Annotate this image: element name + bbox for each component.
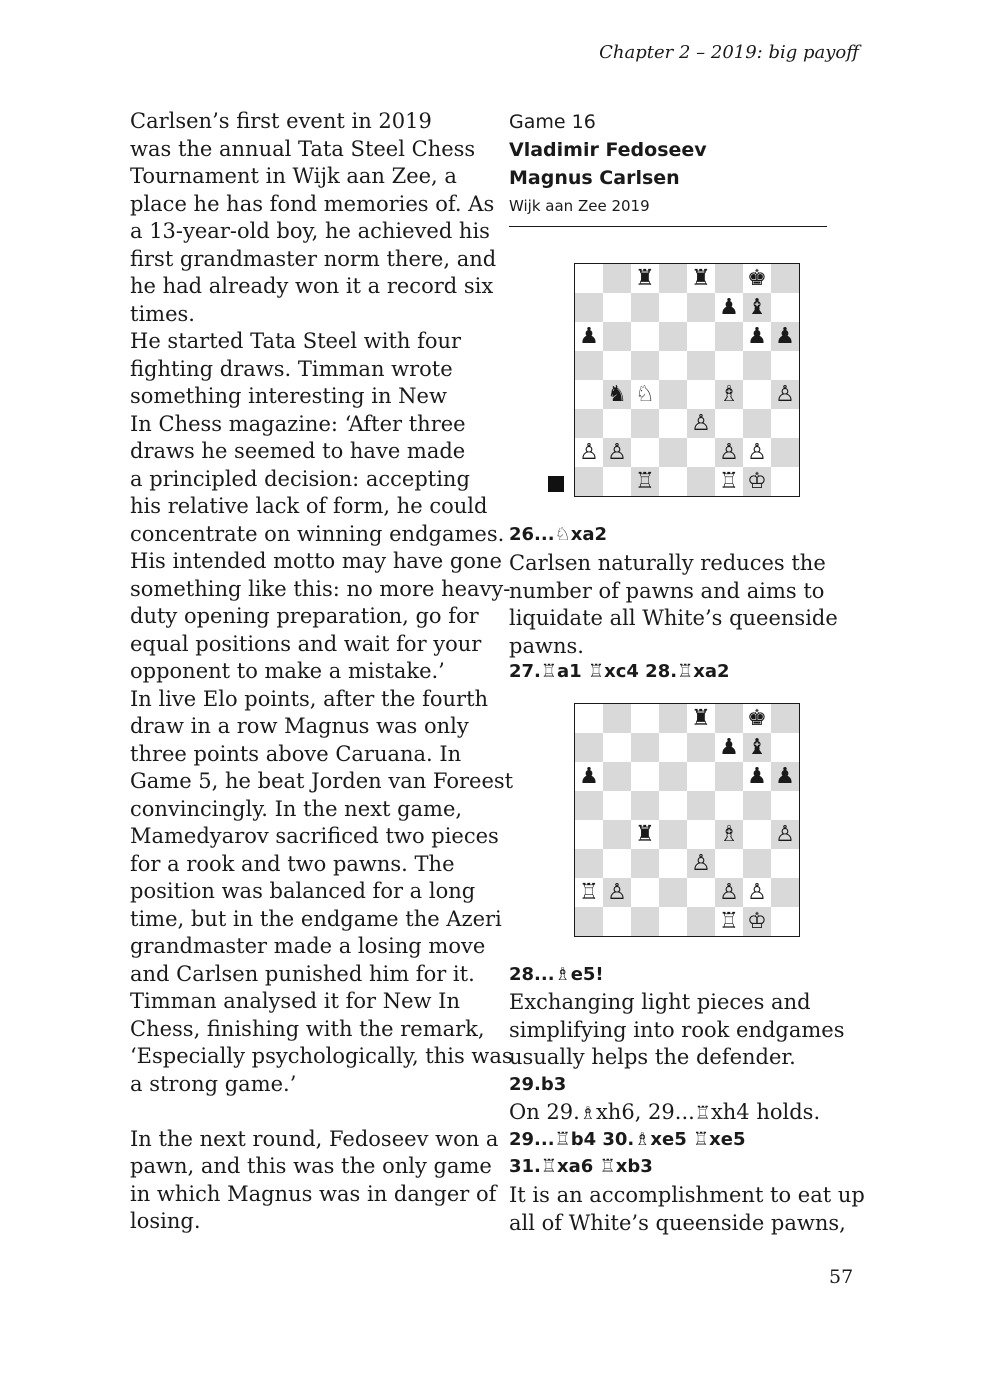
board-square bbox=[575, 351, 603, 380]
text-line: all of White’s queenside pawns, bbox=[509, 1210, 846, 1235]
chess-diagram-1 bbox=[574, 263, 800, 497]
board-square bbox=[715, 733, 743, 762]
board-square bbox=[659, 467, 687, 496]
rook-figurine-icon: ♖ bbox=[554, 1129, 571, 1150]
move-text: 26... bbox=[509, 524, 555, 545]
paragraph-4 bbox=[130, 1126, 499, 1236]
move-31 bbox=[509, 1156, 653, 1177]
board-square bbox=[743, 791, 771, 820]
board-square bbox=[743, 849, 771, 878]
note-text: On 29. bbox=[509, 1100, 580, 1124]
board-square bbox=[659, 351, 687, 380]
white-pawn-icon: ♙ bbox=[607, 879, 627, 905]
board-square bbox=[687, 907, 715, 936]
left-column bbox=[130, 108, 514, 1236]
board-square bbox=[687, 849, 715, 878]
board-square bbox=[715, 264, 743, 293]
black-pawn-icon: ♟ bbox=[719, 734, 739, 760]
text-line: ‘Especially psychologically, this was bbox=[130, 1044, 513, 1068]
board-square bbox=[771, 820, 799, 849]
black-rook-icon: ♜ bbox=[691, 705, 711, 731]
move-28 bbox=[509, 964, 604, 985]
black-rook-icon: ♜ bbox=[635, 265, 655, 291]
board-square bbox=[603, 704, 631, 733]
board-square bbox=[631, 820, 659, 849]
text-line: Carlsen naturally reduces the bbox=[509, 551, 826, 575]
board-square bbox=[659, 733, 687, 762]
board-square bbox=[771, 293, 799, 322]
text-line: duty opening preparation, go for bbox=[130, 604, 479, 628]
rook-figurine-icon: ♖ bbox=[540, 661, 558, 682]
board-square bbox=[659, 849, 687, 878]
board-square bbox=[743, 820, 771, 849]
board-square bbox=[575, 409, 603, 438]
move-text: xe5 bbox=[709, 1129, 746, 1150]
bishop-figurine-icon: ♗ bbox=[579, 1103, 596, 1124]
board-square bbox=[715, 351, 743, 380]
board-square bbox=[715, 409, 743, 438]
black-rook-icon: ♜ bbox=[635, 821, 655, 847]
text-line: times. bbox=[130, 301, 195, 326]
bishop-figurine-icon: ♗ bbox=[634, 1129, 651, 1150]
board-square bbox=[603, 849, 631, 878]
black-player: Magnus Carlsen bbox=[509, 167, 680, 189]
running-head: Chapter 2 – 2019: big payoff bbox=[599, 42, 859, 63]
board-square bbox=[603, 762, 631, 791]
venue: Wijk aan Zee 2019 bbox=[509, 197, 650, 215]
board-square bbox=[715, 380, 743, 409]
board-square bbox=[743, 733, 771, 762]
board-square bbox=[715, 762, 743, 791]
page-number: 57 bbox=[829, 1266, 854, 1288]
text-line: was the annual Tata Steel Chess bbox=[130, 136, 476, 161]
move-text: e5! bbox=[570, 964, 604, 985]
board-square bbox=[771, 762, 799, 791]
board-square bbox=[687, 351, 715, 380]
board-square bbox=[743, 322, 771, 351]
board-square bbox=[659, 264, 687, 293]
white-rook-icon: ♖ bbox=[579, 879, 599, 905]
board-square bbox=[659, 704, 687, 733]
board-square bbox=[771, 409, 799, 438]
board-square bbox=[715, 293, 743, 322]
board-square bbox=[687, 380, 715, 409]
board-square bbox=[715, 878, 743, 907]
board-square bbox=[575, 467, 603, 496]
move-text: 28... bbox=[509, 964, 555, 985]
board-square bbox=[631, 878, 659, 907]
black-pawn-icon: ♟ bbox=[579, 763, 599, 789]
black-king-icon: ♚ bbox=[747, 705, 767, 731]
rook-figurine-icon: ♖ bbox=[694, 1103, 711, 1124]
black-pawn-icon: ♟ bbox=[775, 323, 795, 349]
black-pawn-icon: ♟ bbox=[719, 294, 739, 320]
board-square bbox=[631, 264, 659, 293]
move-29-30 bbox=[509, 1129, 746, 1150]
board-square bbox=[575, 820, 603, 849]
black-pawn-icon: ♟ bbox=[747, 323, 767, 349]
black-pawn-icon: ♟ bbox=[747, 763, 767, 789]
white-pawn-icon: ♙ bbox=[747, 439, 767, 465]
white-king-icon: ♔ bbox=[747, 908, 767, 934]
board-square bbox=[659, 907, 687, 936]
move-text: 29... bbox=[509, 1129, 555, 1150]
black-king-icon: ♚ bbox=[747, 265, 767, 291]
board-square bbox=[743, 293, 771, 322]
board-square bbox=[631, 762, 659, 791]
text-line: he had already won it a record six bbox=[130, 274, 494, 298]
header-divider bbox=[509, 226, 827, 227]
board-square bbox=[659, 791, 687, 820]
white-pawn-icon: ♙ bbox=[691, 850, 711, 876]
move-text: a1 bbox=[557, 661, 588, 682]
board-square bbox=[659, 293, 687, 322]
board-square bbox=[603, 380, 631, 409]
rook-figurine-icon: ♖ bbox=[587, 661, 605, 682]
move-text: xa2 bbox=[693, 661, 730, 682]
board-square bbox=[743, 467, 771, 496]
board-square bbox=[631, 907, 659, 936]
text-line: He started Tata Steel with four bbox=[130, 329, 462, 353]
board-square bbox=[743, 878, 771, 907]
board-square bbox=[743, 264, 771, 293]
bishop-figurine-icon: ♗ bbox=[554, 964, 571, 985]
board-square bbox=[631, 704, 659, 733]
board-square bbox=[687, 820, 715, 849]
white-pawn-icon: ♙ bbox=[579, 439, 599, 465]
move-text: xb3 bbox=[615, 1156, 653, 1177]
board-square bbox=[575, 762, 603, 791]
board-square bbox=[659, 322, 687, 351]
text-line: his relative lack of form, he could bbox=[130, 494, 488, 518]
white-player: Vladimir Fedoseev bbox=[509, 139, 707, 161]
text-line: simplifying into rook endgames bbox=[509, 1017, 845, 1042]
board-square bbox=[687, 791, 715, 820]
white-king-icon: ♔ bbox=[747, 468, 767, 494]
text-line: His intended motto may have gone bbox=[130, 549, 502, 573]
board-square bbox=[575, 380, 603, 409]
board-square bbox=[575, 322, 603, 351]
board-square bbox=[603, 264, 631, 293]
board-square bbox=[771, 380, 799, 409]
white-pawn-icon: ♙ bbox=[607, 439, 627, 465]
text-line: Carlsen’s first event in 2019 bbox=[130, 109, 432, 133]
text-line bbox=[509, 1099, 849, 1128]
board-square bbox=[771, 907, 799, 936]
board-square bbox=[687, 409, 715, 438]
text-line: Exchanging light pieces and bbox=[509, 990, 811, 1014]
board-square bbox=[631, 322, 659, 351]
text-line: usually helps the defender. bbox=[509, 1045, 796, 1069]
move-26 bbox=[509, 524, 607, 545]
board-square bbox=[715, 907, 743, 936]
board-square bbox=[631, 849, 659, 878]
board-square bbox=[743, 438, 771, 467]
text-line: In Chess magazine: ‘After three bbox=[130, 411, 466, 436]
white-knight-icon: ♘ bbox=[635, 381, 655, 407]
black-knight-icon: ♞ bbox=[607, 381, 627, 407]
board-square bbox=[687, 322, 715, 351]
paragraph-3 bbox=[130, 686, 514, 1099]
board-square bbox=[771, 849, 799, 878]
white-rook-icon: ♖ bbox=[719, 908, 739, 934]
board-square bbox=[631, 293, 659, 322]
board-square bbox=[631, 438, 659, 467]
board-square bbox=[687, 704, 715, 733]
black-bishop-icon: ♝ bbox=[747, 734, 767, 760]
white-pawn-icon: ♙ bbox=[747, 879, 767, 905]
text-line: Timman analysed it for New In bbox=[130, 989, 460, 1013]
text-line: Chess, finishing with the remark, bbox=[130, 1016, 485, 1041]
board-square bbox=[715, 849, 743, 878]
text-line: opponent to make a mistake.’ bbox=[130, 659, 445, 683]
board-square bbox=[771, 733, 799, 762]
board-square bbox=[771, 322, 799, 351]
move-text: 27. bbox=[509, 661, 541, 682]
text-line: number of pawns and aims to bbox=[509, 578, 825, 603]
board-square bbox=[771, 791, 799, 820]
rook-figurine-icon: ♖ bbox=[677, 661, 694, 682]
knight-figurine-icon: ♘ bbox=[554, 524, 571, 545]
board-square bbox=[715, 322, 743, 351]
text-line: a principled decision: accepting bbox=[130, 466, 470, 491]
board-square bbox=[659, 762, 687, 791]
text-line: something interesting in New bbox=[130, 384, 447, 408]
board-square bbox=[743, 704, 771, 733]
board-square bbox=[687, 878, 715, 907]
text-line: Mamedyarov sacrificed two pieces bbox=[130, 824, 499, 848]
board-square bbox=[715, 704, 743, 733]
board-square bbox=[659, 878, 687, 907]
text-line: draws he seemed to have made bbox=[130, 439, 466, 463]
board-square bbox=[771, 467, 799, 496]
board-square bbox=[687, 438, 715, 467]
board-square bbox=[603, 733, 631, 762]
board-square bbox=[603, 351, 631, 380]
text-line: In live Elo points, after the fourth bbox=[130, 686, 489, 711]
white-bishop-icon: ♗ bbox=[719, 381, 739, 407]
board-square bbox=[575, 791, 603, 820]
game-label: Game 16 bbox=[509, 111, 596, 133]
board-square bbox=[715, 467, 743, 496]
move-text: xc4 28. bbox=[604, 661, 678, 682]
board-square bbox=[743, 409, 771, 438]
black-pawn-icon: ♟ bbox=[775, 763, 795, 789]
text-line: liquidate all White’s queenside bbox=[509, 606, 838, 630]
board-square bbox=[771, 351, 799, 380]
white-pawn-icon: ♙ bbox=[719, 439, 739, 465]
board-square bbox=[715, 791, 743, 820]
text-line: convincingly. In the next game, bbox=[130, 796, 463, 821]
chess-diagram-2 bbox=[574, 703, 800, 937]
board-square bbox=[715, 820, 743, 849]
white-rook-icon: ♖ bbox=[635, 468, 655, 494]
text-line: draw in a row Magnus was only bbox=[130, 714, 469, 738]
board-square bbox=[659, 409, 687, 438]
white-rook-icon: ♖ bbox=[719, 468, 739, 494]
text-line: position was balanced for a long bbox=[130, 879, 476, 903]
text-line: It is an accomplishment to eat up bbox=[509, 1183, 865, 1207]
board-square bbox=[743, 762, 771, 791]
board-square bbox=[687, 762, 715, 791]
white-pawn-icon: ♙ bbox=[775, 381, 795, 407]
text-line: grandmaster made a losing move bbox=[130, 934, 486, 958]
note-29 bbox=[509, 1099, 849, 1128]
note-text: xh6, 29... bbox=[595, 1100, 695, 1124]
board-square bbox=[603, 293, 631, 322]
board-square bbox=[771, 704, 799, 733]
board-square bbox=[575, 849, 603, 878]
board-square bbox=[603, 467, 631, 496]
board-square bbox=[575, 293, 603, 322]
board-square bbox=[631, 791, 659, 820]
text-line: in which Magnus was in danger of bbox=[130, 1181, 497, 1206]
move-27-28 bbox=[509, 661, 730, 682]
board-square bbox=[659, 820, 687, 849]
move-text: xe5 bbox=[650, 1129, 694, 1150]
rook-figurine-icon: ♖ bbox=[693, 1129, 710, 1150]
board-square bbox=[687, 293, 715, 322]
board-square bbox=[743, 351, 771, 380]
board-square bbox=[575, 733, 603, 762]
board-square bbox=[771, 264, 799, 293]
text-line: fighting draws. Timman wrote bbox=[130, 356, 453, 381]
board-square bbox=[575, 907, 603, 936]
board-square bbox=[687, 733, 715, 762]
move-text: xa2 bbox=[570, 524, 607, 545]
board-square bbox=[631, 733, 659, 762]
board-square bbox=[659, 380, 687, 409]
white-pawn-icon: ♙ bbox=[775, 821, 795, 847]
text-line: concentrate on winning endgames. bbox=[130, 521, 505, 546]
text-line: a 13-year-old boy, he achieved his bbox=[130, 219, 490, 243]
board-square bbox=[603, 409, 631, 438]
paragraph-1 bbox=[130, 108, 497, 328]
text-line: pawn, and this was the only game bbox=[130, 1154, 492, 1178]
game-header bbox=[509, 108, 839, 220]
note-26 bbox=[509, 550, 849, 660]
move-text: 31. bbox=[509, 1156, 541, 1177]
white-pawn-icon: ♙ bbox=[691, 410, 711, 436]
text-line: for a rook and two pawns. The bbox=[130, 851, 455, 876]
paragraph-2 bbox=[130, 328, 511, 686]
text-line: equal positions and wait for your bbox=[130, 631, 482, 656]
black-pawn-icon: ♟ bbox=[579, 323, 599, 349]
board-square bbox=[603, 820, 631, 849]
board-square bbox=[575, 264, 603, 293]
move-text: xa6 bbox=[557, 1156, 600, 1177]
rook-figurine-icon: ♖ bbox=[599, 1156, 616, 1177]
board-square bbox=[715, 438, 743, 467]
text-line: pawns. bbox=[509, 633, 584, 658]
board-square bbox=[575, 878, 603, 907]
board-square bbox=[575, 438, 603, 467]
move-29: 29.b3 bbox=[509, 1074, 567, 1095]
text-line: place he has fond memories of. As bbox=[130, 191, 495, 216]
board-square bbox=[631, 467, 659, 496]
text-line: Game 5, he beat Jorden van Foreest bbox=[130, 769, 514, 793]
note-28 bbox=[509, 989, 849, 1072]
text-line: a strong game.’ bbox=[130, 1071, 297, 1096]
board-square bbox=[743, 907, 771, 936]
board-square bbox=[575, 704, 603, 733]
board-square bbox=[631, 351, 659, 380]
black-bishop-icon: ♝ bbox=[747, 294, 767, 320]
text-line: something like this: no more heavy- bbox=[130, 576, 511, 601]
board-square bbox=[771, 438, 799, 467]
black-to-move-marker bbox=[548, 476, 564, 492]
black-rook-icon: ♜ bbox=[691, 265, 711, 291]
text-line: first grandmaster norm there, and bbox=[130, 246, 497, 271]
board-square bbox=[603, 322, 631, 351]
board-square bbox=[603, 791, 631, 820]
note-31 bbox=[509, 1182, 865, 1237]
rook-figurine-icon: ♖ bbox=[540, 1156, 558, 1177]
board-square bbox=[659, 438, 687, 467]
board-square bbox=[603, 878, 631, 907]
board-square bbox=[771, 878, 799, 907]
text-line: losing. bbox=[130, 1209, 201, 1233]
white-pawn-icon: ♙ bbox=[719, 879, 739, 905]
board-square bbox=[687, 264, 715, 293]
board-square bbox=[687, 467, 715, 496]
note-text: xh4 holds. bbox=[710, 1100, 821, 1124]
text-line: and Carlsen punished him for it. bbox=[130, 961, 475, 986]
board-square bbox=[631, 409, 659, 438]
board-square bbox=[603, 907, 631, 936]
text-line: time, but in the endgame the Azeri bbox=[130, 906, 502, 931]
board-square bbox=[603, 438, 631, 467]
white-bishop-icon: ♗ bbox=[719, 821, 739, 847]
move-text: b4 30. bbox=[570, 1129, 635, 1150]
text-line: Tournament in Wijk aan Zee, a bbox=[130, 164, 457, 188]
text-line: In the next round, Fedoseev won a bbox=[130, 1126, 499, 1151]
text-line: three points above Caruana. In bbox=[130, 741, 462, 766]
board-square bbox=[631, 380, 659, 409]
board-square bbox=[743, 380, 771, 409]
